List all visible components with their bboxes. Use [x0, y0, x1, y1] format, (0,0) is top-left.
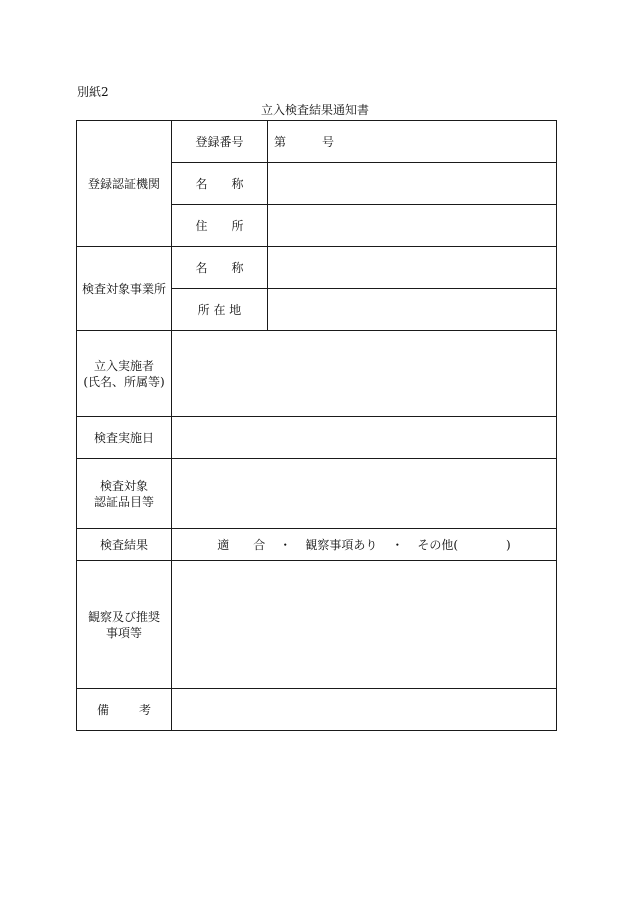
remarks-header-b: 考 — [139, 702, 152, 717]
certifier-address-field[interactable] — [268, 205, 557, 247]
target-name-label — [172, 247, 268, 289]
observations-header-line2: 事項等 — [105, 625, 142, 640]
inspector-header-line2: (氏名、所属等) — [83, 374, 165, 389]
reg-no-field[interactable] — [268, 121, 557, 163]
result-option-other[interactable] — [417, 538, 510, 552]
result-separator: ・ — [279, 537, 292, 552]
result-separator: ・ — [391, 537, 404, 552]
result-opt1-a: 適 — [217, 537, 230, 552]
certifier-header: 登録認証機関 — [77, 121, 172, 247]
document-label: 別紙2 — [77, 85, 109, 99]
target-name-label-b: 称 — [231, 260, 244, 275]
target-name-field[interactable] — [268, 247, 557, 289]
table-row — [77, 561, 557, 689]
table-row — [77, 247, 557, 289]
table-row — [77, 459, 557, 529]
result-header: 検査結果 — [77, 529, 172, 561]
observations-header — [77, 561, 172, 689]
result-opt3-open: その他( — [417, 537, 459, 552]
certifier-name-field[interactable] — [268, 163, 557, 205]
target-location-field[interactable] — [268, 289, 557, 331]
remarks-header — [77, 689, 172, 731]
reg-no-label: 登録番号 — [172, 121, 268, 163]
table-row — [77, 529, 557, 561]
inspector-field[interactable] — [172, 331, 557, 417]
result-option-pass[interactable] — [217, 538, 265, 552]
inspector-header-line1: 立入実施者 — [93, 358, 154, 373]
certifier-address-label-a: 住 — [195, 218, 208, 233]
table-row — [77, 121, 557, 163]
target-location-label: 所 在 地 — [172, 289, 268, 331]
certifier-address-label — [172, 205, 268, 247]
result-opt1-b: 合 — [253, 537, 266, 552]
remarks-header-a: 備 — [96, 702, 109, 717]
inspection-form-table — [76, 120, 557, 731]
reg-no-prefix: 第 — [274, 134, 287, 149]
target-name-label-a: 名 — [195, 260, 208, 275]
remarks-field[interactable] — [172, 689, 557, 731]
products-field[interactable] — [172, 459, 557, 529]
table-row — [77, 689, 557, 731]
page-title: 立入検査結果通知書 — [260, 103, 369, 117]
certifier-name-label-b: 称 — [231, 176, 244, 191]
table-row — [77, 331, 557, 417]
reg-no-suffix: 号 — [322, 134, 335, 149]
date-header: 検査実施日 — [77, 417, 172, 459]
table-row — [77, 417, 557, 459]
observations-field[interactable] — [172, 561, 557, 689]
date-field[interactable] — [172, 417, 557, 459]
products-header-line2: 認証品目等 — [93, 494, 154, 509]
certifier-name-label — [172, 163, 268, 205]
result-opt3-close: ) — [506, 537, 511, 552]
inspector-header — [77, 331, 172, 417]
result-option-observation[interactable]: 観察事項あり — [305, 537, 378, 552]
certifier-name-label-a: 名 — [195, 176, 208, 191]
result-options — [172, 529, 557, 561]
target-site-header: 検査対象事業所 — [77, 247, 172, 331]
products-header — [77, 459, 172, 529]
products-header-line1: 検査対象 — [99, 478, 148, 493]
certifier-address-label-b: 所 — [231, 218, 244, 233]
observations-header-line1: 観察及び推奨 — [87, 609, 160, 624]
